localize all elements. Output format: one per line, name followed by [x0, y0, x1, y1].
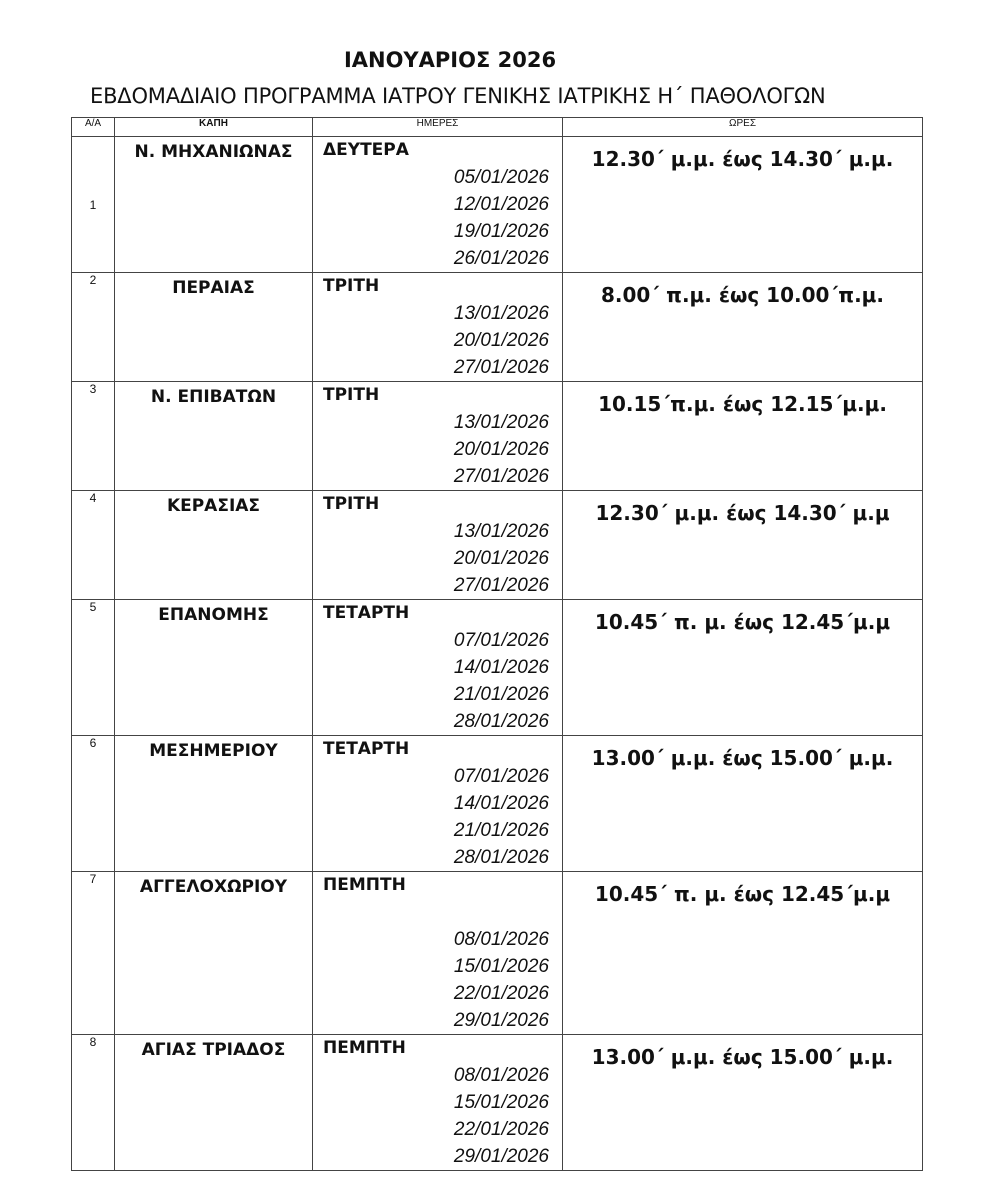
row-number: 1 [72, 137, 115, 273]
date-item: 29/01/2026 [453, 1146, 549, 1167]
date-item: 07/01/2026 [453, 630, 549, 651]
days-cell [313, 382, 563, 491]
table-row [72, 736, 923, 872]
header-hours: ΩΡΕΣ [563, 118, 923, 137]
date-item: 20/01/2026 [453, 548, 549, 569]
date-item: 14/01/2026 [453, 793, 549, 814]
date-item: 05/01/2026 [453, 167, 549, 188]
row-number: 2 [72, 273, 115, 382]
table-row [72, 137, 923, 273]
date-item: 15/01/2026 [453, 956, 549, 977]
day-name: ΔΕΥΤΕΡΑ [323, 140, 409, 160]
date-item: 27/01/2026 [453, 575, 549, 596]
hours-cell: 13.00΄ μ.μ. έως 15.00΄ μ.μ. [563, 1035, 923, 1171]
kapi-name: ΑΓΙΑΣ ΤΡΙΑΔΟΣ [115, 1035, 313, 1171]
days-cell [313, 137, 563, 273]
date-item: 28/01/2026 [453, 711, 549, 732]
table-row [72, 491, 923, 600]
days-cell [313, 872, 563, 1035]
days-cell [313, 1035, 563, 1171]
date-item: 13/01/2026 [453, 521, 549, 542]
date-item: 19/01/2026 [453, 221, 549, 242]
date-item: 15/01/2026 [453, 1092, 549, 1113]
date-item: 29/01/2026 [453, 1010, 549, 1031]
kapi-name: Ν. ΕΠΙΒΑΤΩΝ [115, 382, 313, 491]
days-cell [313, 273, 563, 382]
table-row [72, 382, 923, 491]
date-item: 21/01/2026 [453, 820, 549, 841]
page-title: ΙΑΝΟΥΑΡΙΟΣ 2026 [343, 48, 557, 72]
day-name: ΤΡΙΤΗ [323, 385, 380, 405]
day-name: ΠΕΜΠΤΗ [323, 875, 406, 895]
hours-cell: 12.30΄ μ.μ. έως 14.30΄ μ.μ. [563, 137, 923, 273]
table-row [72, 1035, 923, 1171]
date-item: 22/01/2026 [453, 983, 549, 1004]
date-item: 20/01/2026 [453, 330, 549, 351]
day-name: ΤΕΤΑΡΤΗ [323, 739, 410, 759]
day-name: ΠΕΜΠΤΗ [323, 1038, 406, 1058]
date-item: 26/01/2026 [453, 248, 549, 269]
date-item: 27/01/2026 [453, 466, 549, 487]
date-item: 27/01/2026 [453, 357, 549, 378]
table-header-row [72, 118, 923, 137]
header-kapi: ΚΑΠΗ [115, 118, 313, 137]
hours-cell: 10.45΄ π. μ. έως 12.45΄μ.μ [563, 872, 923, 1035]
kapi-name: ΕΠΑΝΟΜΗΣ [115, 600, 313, 736]
table-row [72, 273, 923, 382]
date-item: 12/01/2026 [453, 194, 549, 215]
kapi-name: ΜΕΣΗΜΕΡΙΟΥ [115, 736, 313, 872]
row-number: 4 [72, 491, 115, 600]
row-number: 5 [72, 600, 115, 736]
days-cell [313, 491, 563, 600]
row-number: 6 [72, 736, 115, 872]
row-number: 3 [72, 382, 115, 491]
date-item: 21/01/2026 [453, 684, 549, 705]
header-aa: Α/Α [72, 118, 115, 137]
days-cell [313, 600, 563, 736]
header-days: ΗΜΕΡΕΣ [313, 118, 563, 137]
date-item: 20/01/2026 [453, 439, 549, 460]
page-subtitle: ΕΒΔΟΜΑΔΙΑΙΟ ΠΡΟΓΡΑΜΜΑ ΙΑΤΡΟΥ ΓΕΝΙΚΗΣ ΙΑΤΡΙΚΗΣ Η΄ ΠΑΘΟΛΟΓΩΝ [90, 84, 826, 108]
schedule-table [71, 117, 923, 1171]
date-item: 28/01/2026 [453, 847, 549, 868]
hours-cell: 10.45΄ π. μ. έως 12.45΄μ.μ [563, 600, 923, 736]
blank-line [313, 899, 562, 926]
kapi-name: Ν. ΜΗΧΑΝΙΩΝΑΣ [115, 137, 313, 273]
table-row [72, 872, 923, 1035]
date-item: 22/01/2026 [453, 1119, 549, 1140]
kapi-name: ΑΓΓΕΛΟΧΩΡΙΟΥ [115, 872, 313, 1035]
hours-cell: 12.30΄ μ.μ. έως 14.30΄ μ.μ [563, 491, 923, 600]
hours-cell: 10.15΄π.μ. έως 12.15΄μ.μ. [563, 382, 923, 491]
row-number: 8 [72, 1035, 115, 1171]
kapi-name: ΠΕΡΑΙΑΣ [115, 273, 313, 382]
hours-cell: 8.00΄ π.μ. έως 10.00΄π.μ. [563, 273, 923, 382]
hours-cell: 13.00΄ μ.μ. έως 15.00΄ μ.μ. [563, 736, 923, 872]
date-item: 08/01/2026 [453, 929, 549, 950]
day-name: ΤΕΤΑΡΤΗ [323, 603, 410, 623]
date-item: 14/01/2026 [453, 657, 549, 678]
kapi-name: ΚΕΡΑΣΙΑΣ [115, 491, 313, 600]
date-item: 07/01/2026 [453, 766, 549, 787]
day-name: ΤΡΙΤΗ [323, 276, 380, 296]
date-item: 08/01/2026 [453, 1065, 549, 1086]
day-name: ΤΡΙΤΗ [323, 494, 380, 514]
table-row [72, 600, 923, 736]
row-number: 7 [72, 872, 115, 1035]
days-cell [313, 736, 563, 872]
date-item: 13/01/2026 [453, 303, 549, 324]
date-item: 13/01/2026 [453, 412, 549, 433]
